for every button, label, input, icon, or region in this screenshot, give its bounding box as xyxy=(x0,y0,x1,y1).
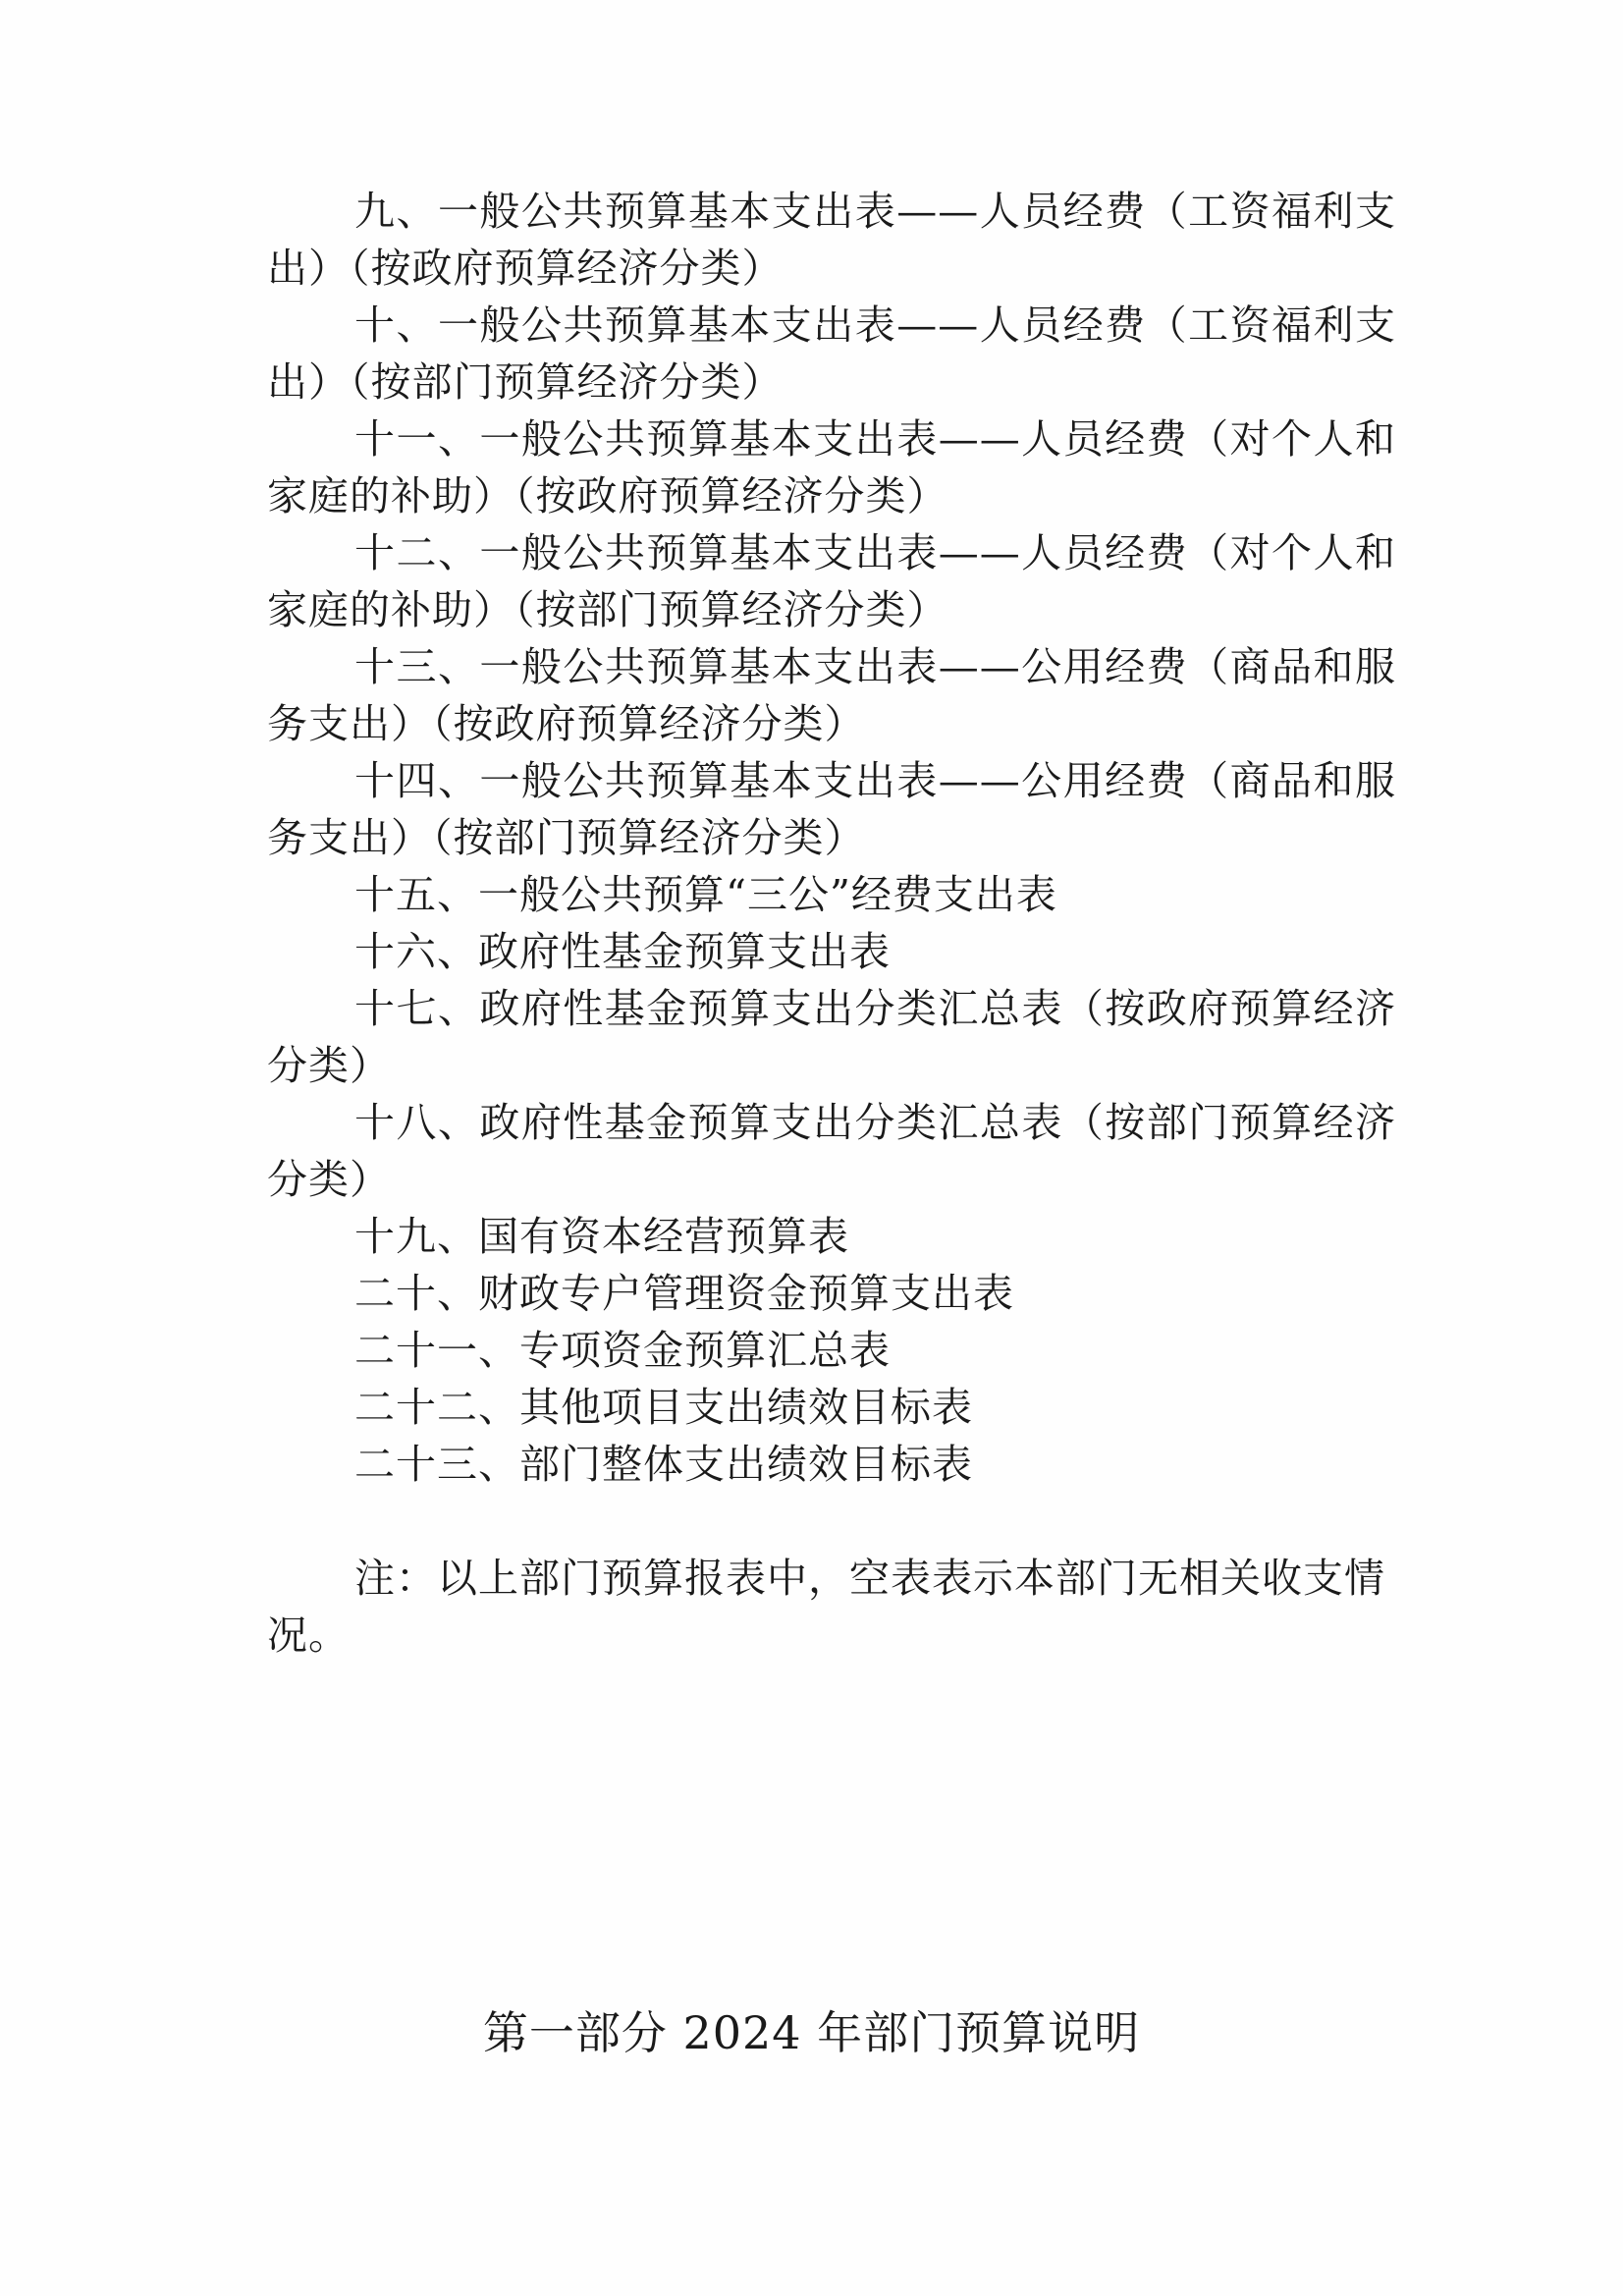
toc-item: 二十三、部门整体支出绩效目标表 xyxy=(354,1441,973,1488)
toc-item: 二十、财政专户管理资金预算支出表 xyxy=(354,1270,1014,1317)
section-heading: 第一部分 2024 年部门预算说明 xyxy=(482,2006,1141,2059)
toc-item: 十九、国有资本经营预算表 xyxy=(354,1213,849,1260)
toc-item: 十八、政府性基金预算支出分类汇总表（按部门预算经济分类） xyxy=(267,1099,1396,1203)
toc-item: 二十二、其他项目支出绩效目标表 xyxy=(354,1384,973,1431)
toc-item: 十、一般公共预算基本支出表——人员经费（工资福利支出）（按部门预算经济分类） xyxy=(267,301,1396,406)
table-of-contents xyxy=(267,183,1396,1493)
toc-item: 九、一般公共预算基本支出表——人员经费（工资福利支出）（按政府预算经济分类） xyxy=(267,188,1396,292)
toc-item: 十六、政府性基金预算支出表 xyxy=(354,928,891,975)
toc-item: 十五、一般公共预算“三公”经费支出表 xyxy=(354,871,1057,918)
toc-item: 二十一、专项资金预算汇总表 xyxy=(354,1327,891,1374)
toc-item: 十三、一般公共预算基本支出表——公用经费（商品和服务支出）（按政府预算经济分类） xyxy=(267,643,1396,747)
toc-item: 十二、一般公共预算基本支出表——人员经费（对个人和家庭的补助）（按部门预算经济分类） xyxy=(267,529,1396,633)
toc-item: 十七、政府性基金预算支出分类汇总表（按政府预算经济分类） xyxy=(267,985,1396,1089)
toc-item: 十四、一般公共预算基本支出表——公用经费（商品和服务支出）（按部门预算经济分类） xyxy=(267,757,1396,861)
note-paragraph: 注：以上部门预算报表中，空表表示本部门无相关收支情况。 xyxy=(267,1555,1385,1659)
toc-item: 十一、一般公共预算基本支出表——人员经费（对个人和家庭的补助）（按政府预算经济分类） xyxy=(267,415,1396,519)
